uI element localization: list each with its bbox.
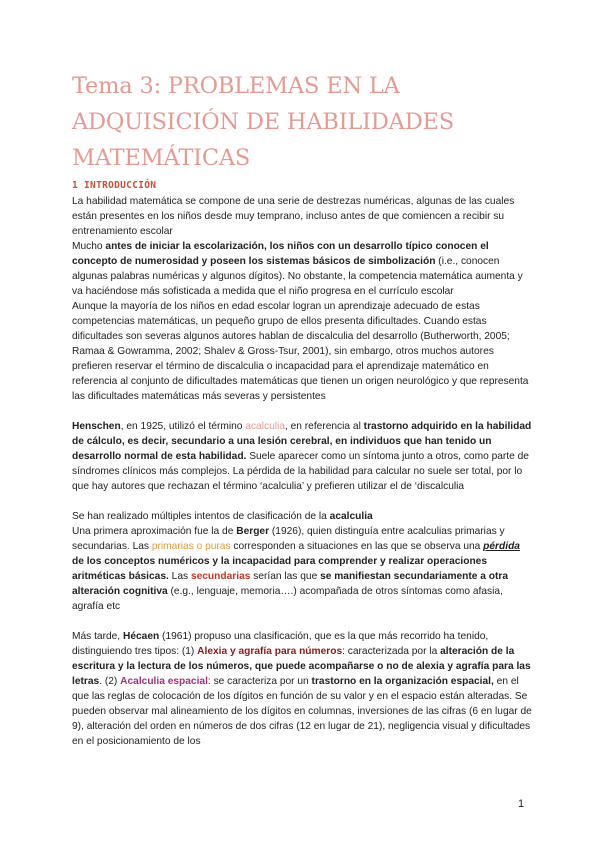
title-line: Tema 3: PROBLEMAS EN LA [72, 73, 400, 99]
page-number: 1 [518, 798, 525, 810]
bold-text: trastorno en la organización espacial, [311, 676, 494, 687]
text: Se han realizado múltiples intentos de clasificación de la [72, 511, 330, 522]
highlight-term: Acalculia espacial [120, 676, 208, 687]
document-body [72, 194, 532, 749]
highlight-term: primarias o puras [151, 541, 231, 552]
bold-text: antes de iniciar la escolarización, los niños con un desarrollo típico conocen el concepto de numerosidad y poseen los sistemas básicos de simbolización [72, 241, 489, 267]
text: . (2) [99, 676, 121, 687]
bold-text: acalculia [329, 511, 373, 522]
text: : caracterizada por la [342, 646, 441, 657]
paragraph: Aunque la mayoría de los niños en edad escolar logran un aprendizaje adecuado de estas competencias matemáticas, un pequeño grupo de ellos presenta dificultades. Cuando estas dificultades son severas algunos autores hablan de discalculia del desarrollo (Butherworth, 2005; Ramaa & Gowramma, 2002; Shalev & Gross-Tsur, 2001), sin embargo, otros muchos autores prefieren reservar el término de discalculia o incapacidad para el aprendizaje matemático en referencia al conjunto de dificultades matemáticas que tienen un origen neurológico y que representa las dificultades matemáticas más severas y persistentes [72, 301, 529, 402]
bold-text: Berger [236, 526, 270, 537]
highlight-term: acalculia [245, 421, 285, 432]
text: Suele aparecer como un síntoma junto a otros, como parte de síndromes clínicos más complejos. La pérdida de la habilidad para calcular no suele ser total, por lo que hay autores que rechazan el término ‘acalculia’ y prefieren utilizar el de ‘discalculia [72, 451, 529, 492]
bold-text: Henschen [72, 421, 121, 432]
text: (i.e., conocen algunas palabras numéricas y algunos dígitos). No obstante, la competencia matemática aumenta y va haciéndose más sofisticada a medida que el niño progresa en el currículo escolar [72, 256, 523, 297]
text: (1926), quien distinguía entre acalculias primarias y secundarias. Las [72, 526, 505, 552]
underlined-term: pérdida [483, 541, 520, 552]
highlight-term: Alexia y agrafía para números [197, 646, 343, 657]
document-title [72, 68, 552, 176]
paragraph: La habilidad matemática se compone de una serie de destrezas numéricas, algunas de las cuales están presentes en los niños desde muy temprano, incluso antes de que comiencen a recibir su entrenamiento escolar [72, 196, 515, 237]
text: Más tarde, [72, 631, 123, 642]
text: : se caracteriza por un [207, 676, 312, 687]
text: serían las que [250, 571, 321, 582]
bold-text: se manifiestan secundariamente a otra alteración cognitiva [72, 571, 509, 597]
text: Una primera aproximación fue la de [72, 526, 237, 537]
paragraph [72, 419, 532, 494]
text: Mucho [72, 241, 106, 252]
paragraph [72, 629, 532, 749]
highlight-term: secundarias [190, 571, 251, 582]
title-line: MATEMÁTICAS [72, 145, 251, 171]
section-heading: 1 INTRODUCCIÓN [72, 180, 157, 191]
text: (1961) propuso una clasificación, que es la que más recorrido ha tenido, distinguiendo tres tipos: (1) [72, 631, 489, 657]
text: , en referencia al [284, 421, 364, 432]
title-line: ADQUISICIÓN DE HABILIDADES [72, 109, 454, 135]
text: corresponden a situaciones en las que se observa una [230, 541, 484, 552]
text: Las [168, 571, 191, 582]
bold-text: Hécaen [122, 631, 160, 642]
paragraph [72, 239, 532, 299]
paragraph [72, 524, 532, 614]
bold-text: trastorno adquirido en la habilidad de cálculo, es decir, secundario a una lesión cerebral, en individuos que han tenido un desarrollo normal de esta habilidad. [72, 421, 532, 462]
text: en el que las reglas de colocación de los dígitos en función de su valor y en el espacio están alteradas. Se pueden observar mal alineamiento de los dígitos en columnas, inversiones de las cifras (6 en lugar de 9), alteración del orden en números de dos cifras (12 en lugar de 21), negligencia visual y dificultades en el posicionamiento de los [72, 676, 532, 747]
text: , en 1925, utilizó el término [120, 421, 246, 432]
bold-text: alteración de la escritura y la lectura de los números, que puede acompañarse o no de alexia y agrafía para las letras [72, 646, 531, 687]
paragraph [72, 509, 532, 524]
bold-text: de los conceptos numéricos y la incapacidad para comprender y realizar operaciones aritméticas básicas. [72, 556, 488, 582]
text: (e.g., lenguaje, memoria….) acompañada de otros síntomas como afasia, agrafía etc [72, 586, 503, 612]
